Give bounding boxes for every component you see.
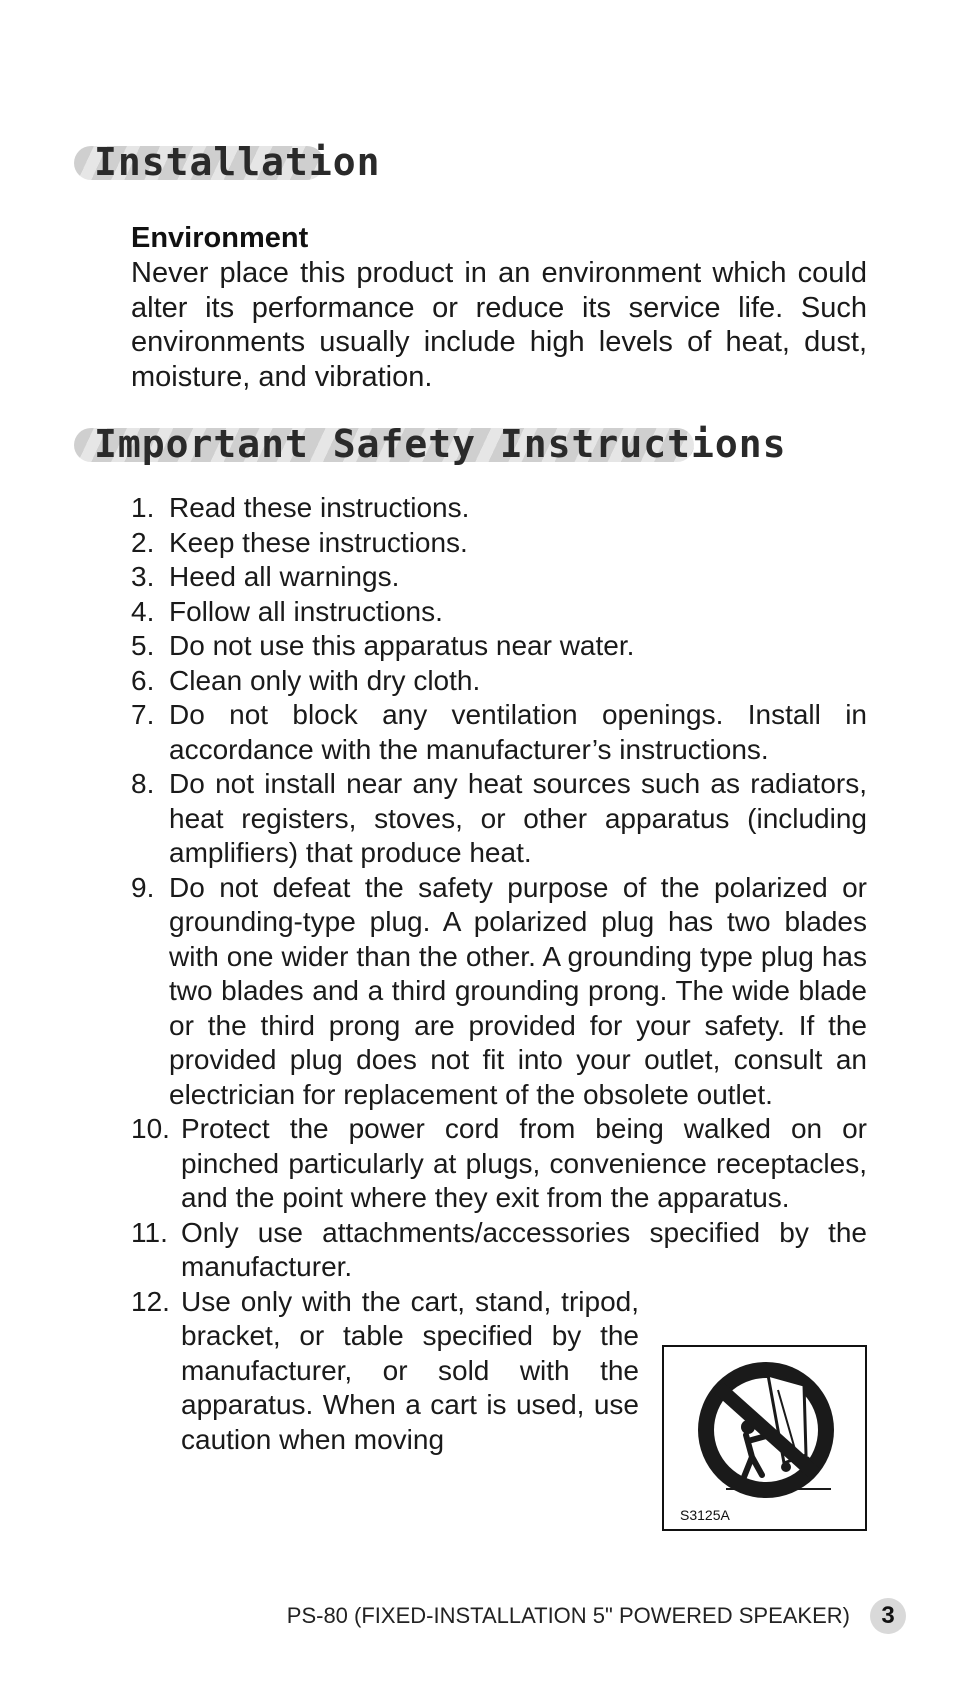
item-number: 1.	[131, 492, 155, 523]
item-number: 4.	[131, 595, 155, 627]
item-text: Use only with the cart, stand, tripod, bracket, or table specified by the manufacturer, or sold with the apparatus. When a cart is used, use caution when moving	[181, 1285, 639, 1455]
installation-heading-text: Installation	[94, 140, 381, 184]
item-text: Only use attachments/accessories specified by the manufacturer.	[181, 1216, 867, 1282]
safety-heading	[80, 422, 786, 466]
item-text: Clean only with dry cloth.	[169, 664, 481, 696]
item-number: 8.	[131, 768, 155, 799]
safety-heading-text: Important Safety Instructions	[94, 422, 787, 466]
page-footer	[287, 1598, 906, 1634]
list-item	[131, 664, 867, 699]
list-item	[131, 560, 867, 595]
list-item	[131, 595, 867, 630]
item-number: 10.	[131, 1113, 170, 1144]
item-number: 6.	[131, 664, 155, 696]
item-number: 9.	[131, 871, 155, 903]
item-text: Do not use this apparatus near water.	[169, 630, 635, 661]
item-text: Do not block any ventilation openings. Install in accordance with the manufacturer’s instructions.	[169, 699, 867, 765]
list-item	[131, 629, 867, 664]
item-text: Do not defeat the safety purpose of the polarized or grounding-type plug. A polarized plug has two blades with one wider than the other. A grounding type plug has two blades and a third grounding prong. The wide blade or the third prong are provided for your safety. If the provided plug does not fit into your outlet, consult an electrician for replacement of the obsolete outlet.	[169, 871, 867, 1110]
figure-caption: S3125A	[680, 1507, 730, 1523]
installation-heading	[80, 140, 381, 184]
item-number: 11.	[131, 1216, 168, 1248]
item-number: 12.	[131, 1285, 170, 1317]
item-text: Keep these instructions.	[169, 526, 468, 558]
environment-text: Never place this product in an environment which could alter its performance or reduce its service life. Such environments usually include high levels of heat, dust, moisture, and vibration.	[131, 257, 867, 393]
environment-title: Environment	[131, 222, 309, 254]
item-text: Heed all warnings.	[169, 561, 400, 592]
list-item	[131, 526, 867, 561]
item-text: Follow all instructions.	[169, 595, 443, 627]
cart-tip-over-warning-icon	[686, 1355, 846, 1505]
list-item	[131, 1112, 867, 1216]
cart-warning-figure	[662, 1345, 867, 1531]
item-text: Do not install near any heat sources such as radiators, heat registers, stoves, or other apparatus (including amplifiers) that produce heat.	[169, 768, 867, 868]
list-item	[131, 871, 867, 1113]
item-number: 5.	[131, 630, 155, 661]
item-text: Protect the power cord from being walked on or pinched particularly at plugs, convenience receptacles, and the point where they exit from the apparatus.	[181, 1113, 867, 1213]
item-text: Read these instructions.	[169, 492, 470, 523]
list-item	[131, 767, 867, 871]
list-item	[131, 491, 867, 526]
list-item	[131, 698, 867, 767]
page-number: 3	[870, 1598, 906, 1634]
list-item	[131, 1216, 867, 1285]
item-number: 7.	[131, 699, 155, 730]
footer-product-title: PS-80 (FIXED-INSTALLATION 5" POWERED SPEAKER)	[286, 1603, 850, 1628]
item-number: 2.	[131, 526, 155, 558]
safety-instructions-list	[131, 491, 867, 1457]
item-number: 3.	[131, 561, 155, 592]
